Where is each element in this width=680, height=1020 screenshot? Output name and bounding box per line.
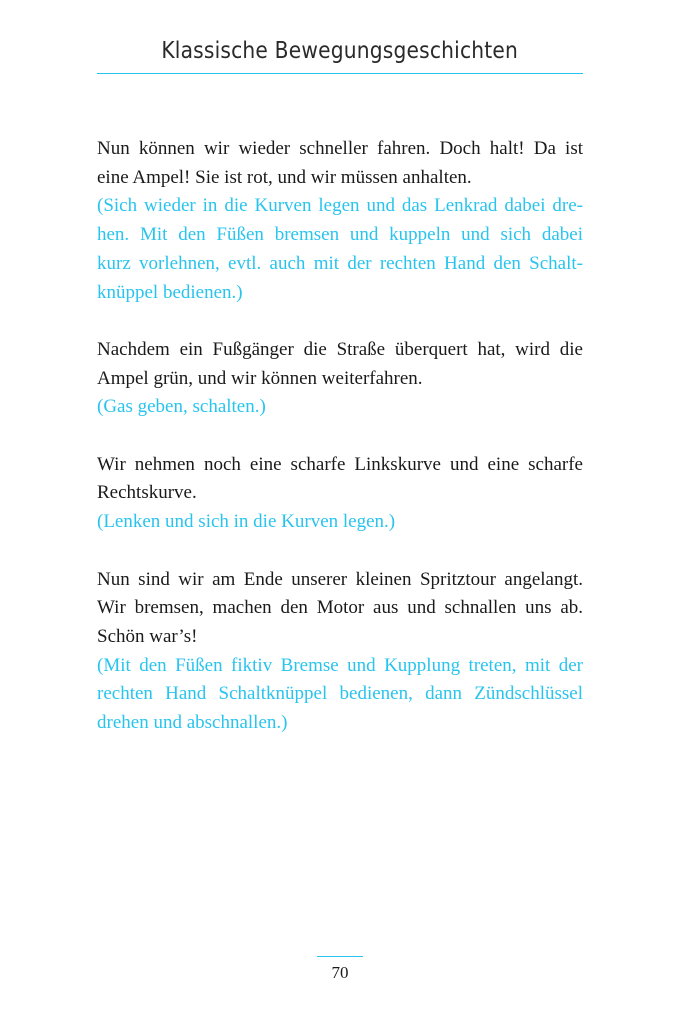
instruction-line: kurz vorlehnen, evtl. auch mit der rechten Hand den Schalt- <box>97 252 583 274</box>
narration-line: Nun sind wir am Ende unserer kleinen Spritztour angelangt. <box>97 568 583 590</box>
page-header <box>97 32 583 74</box>
page-number: 70 <box>331 963 349 982</box>
narration-line: Schön war’s! <box>97 625 198 647</box>
story-paragraph-3 <box>97 451 583 537</box>
instruction-line: drehen und abschnallen.) <box>97 712 288 734</box>
instruction-line: (Gas geben, schalten.) <box>97 396 266 418</box>
header-divider <box>97 73 583 74</box>
narration-line: Rechtskurve. <box>97 482 197 504</box>
footer-divider <box>317 956 363 957</box>
page-title: Klassische Bewegungsgeschichten <box>161 38 519 64</box>
narration-line: Nun können wir wieder schneller fahren. Doch halt! Da ist <box>97 138 583 159</box>
narration-line: Wir bremsen, machen den Motor aus und schnallen uns ab. <box>97 597 583 619</box>
story-paragraph-1 <box>97 135 583 307</box>
narration-line: Wir nehmen noch eine scharfe Linkskurve und eine scharfe <box>97 453 583 475</box>
story-paragraph-2 <box>97 336 583 422</box>
narration-line: Ampel grün, und wir können weiterfahren. <box>97 367 423 389</box>
instruction-line: (Mit den Füßen fiktiv Bremse und Kupplung treten, mit der <box>97 654 583 676</box>
instruction-line: knüppel bedienen.) <box>97 281 243 303</box>
narration-line: Nachdem ein Fußgänger die Straße überquert hat, wird die <box>97 338 583 360</box>
instruction-line: (Sich wieder in die Kurven legen und das Lenkrad dabei dre- <box>97 195 583 217</box>
story-content <box>97 135 583 766</box>
page-footer <box>0 956 680 983</box>
narration-line: eine Ampel! Sie ist rot, und wir müssen anhalten. <box>97 166 472 188</box>
instruction-line: rechten Hand Schaltknüppel bedienen, dann Zündschlüssel <box>97 683 583 705</box>
instruction-line: hen. Mit den Füßen bremsen und kuppeln und sich dabei <box>97 224 583 246</box>
instruction-line: (Lenken und sich in die Kurven legen.) <box>97 511 396 533</box>
story-paragraph-4 <box>97 566 583 738</box>
